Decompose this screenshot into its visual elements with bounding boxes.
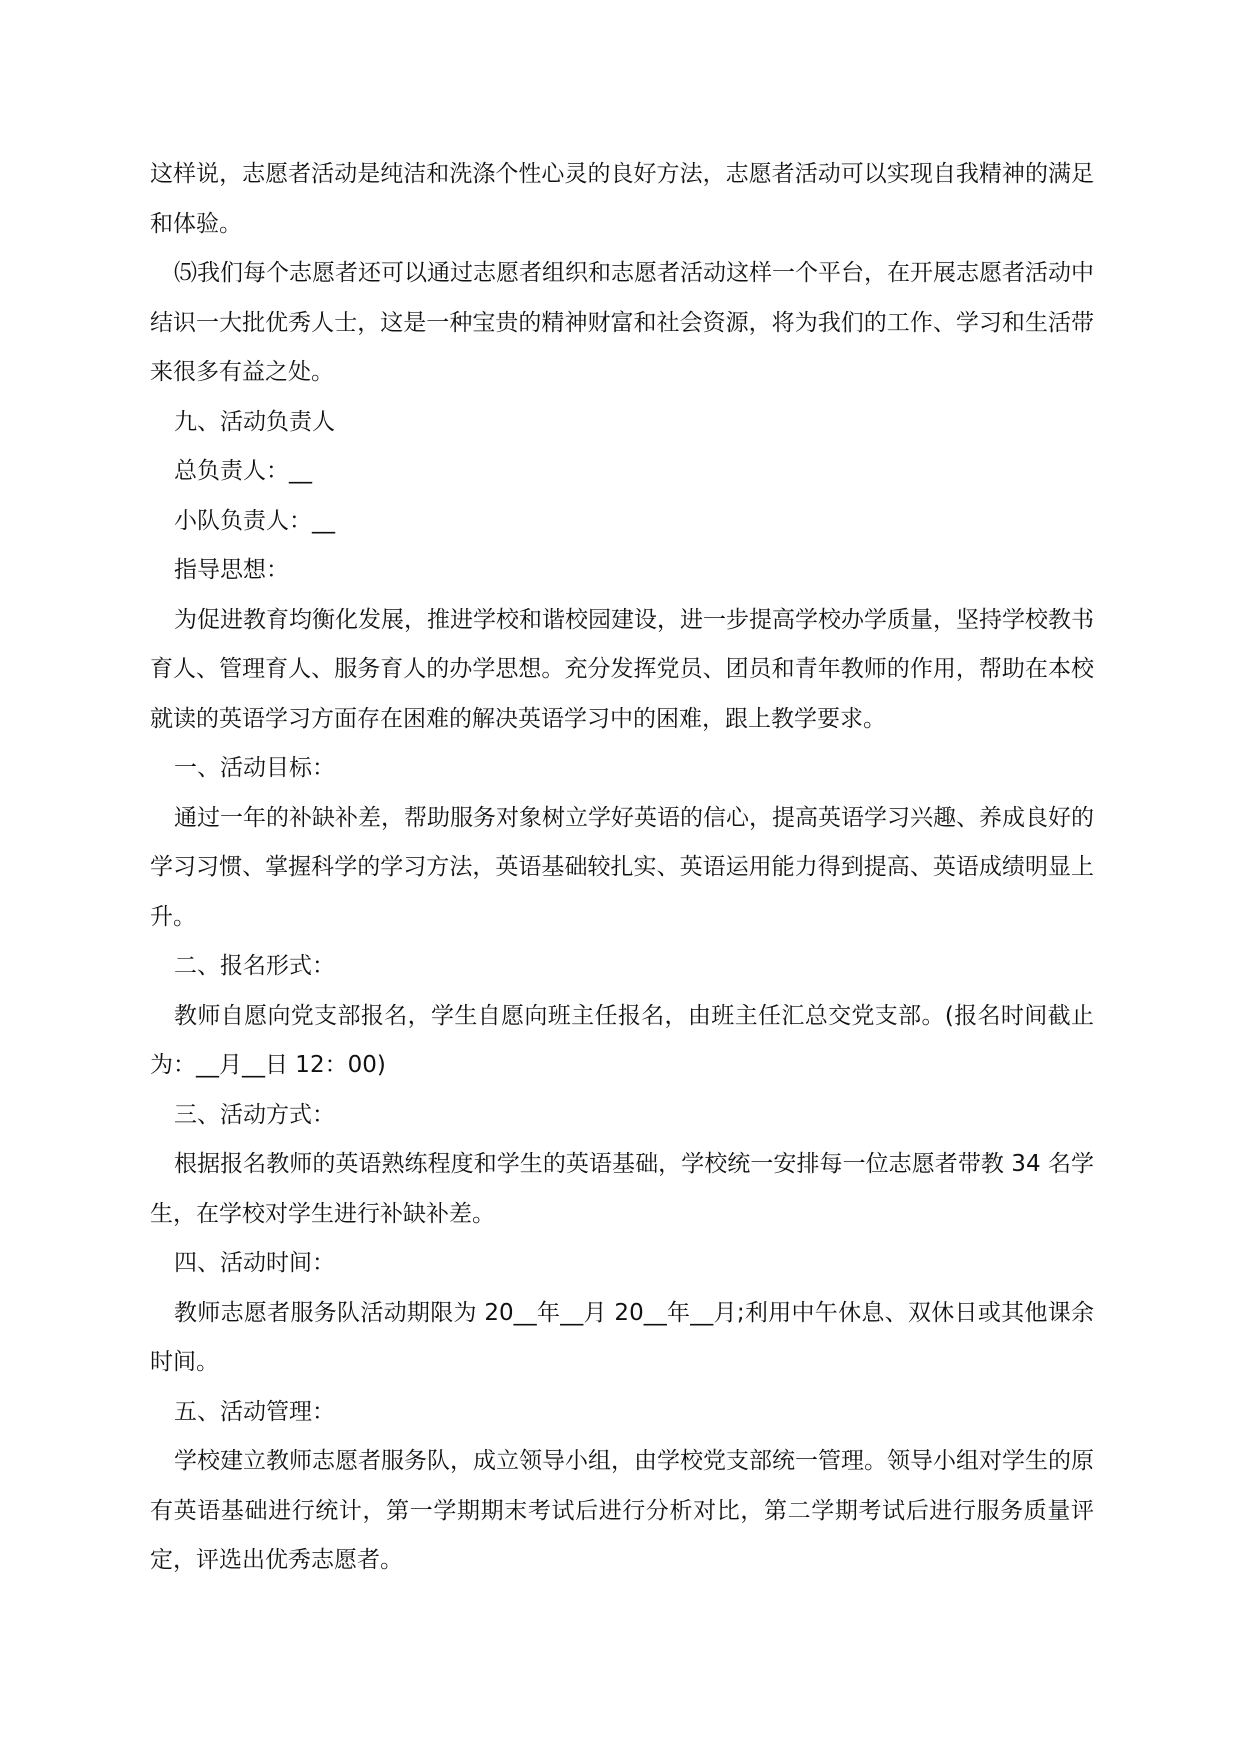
heading-activity-goals: 一、活动目标： [174, 755, 335, 781]
heading-guiding-ideology: 指导思想： [174, 557, 289, 583]
heading-activity-management: 五、活动管理： [174, 1398, 335, 1425]
heading-registration: 二、报名形式： [174, 953, 335, 979]
paragraph-point-5: ⑸我们每个志愿者还可以通过志愿者组织和志愿者活动这样一个平台，在开展志愿者活动中结识一大批优秀人士，这是一种宝贵的精神财富和社会资源，将为我们的工作、学习和生活带来很多有益之处。 [150, 260, 1094, 385]
field-team-leader: 小队负责人：__ [174, 507, 335, 534]
paragraph-activity-goals: 通过一年的补缺补差，帮助服务对象树立学好英语的信心，提高英语学习兴趣、养成良好的学习习惯、掌握科学的学习方法，英语基础较扎实、英语运用能力得到提高、英语成绩明显上升。 [150, 804, 1094, 930]
paragraph-activity-time: 教师志愿者服务队活动期限为 20__年__月 20__年__月;利用中午休息、双休日或其他课余时间。 [150, 1299, 1094, 1375]
paragraph-activity-method: 根据报名教师的英语熟练程度和学生的英语基础，学校统一安排每一位志愿者带教 34 名学生，在学校对学生进行补缺补差。 [150, 1151, 1094, 1227]
paragraph-guiding-ideology: 为促进教育均衡化发展，推进学校和谐校园建设，进一步提高学校办学质量，坚持学校教书育人、管理育人、服务育人的办学思想。充分发挥党员、团员和青年教师的作用，帮助在本校就读的英语学习方面存在困难的解决英语学习中的困难，跟上教学要求。 [150, 606, 1094, 732]
heading-activity-leader: 九、活动负责人 [174, 408, 335, 435]
heading-activity-method: 三、活动方式： [174, 1101, 335, 1128]
heading-activity-time: 四、活动时间： [174, 1250, 335, 1276]
paragraph-continuation: 这样说，志愿者活动是纯洁和洗涤个性心灵的良好方法，志愿者活动可以实现自我精神的满足和体验。 [150, 161, 1094, 237]
paragraph-registration: 教师自愿向党支部报名，学生自愿向班主任报名，由班主任汇总交党支部。(报名时间截止为：__月__日 12：00) [150, 1002, 1094, 1078]
document-page [150, 150, 1094, 1586]
paragraph-activity-management: 学校建立教师志愿者服务队，成立领导小组，由学校党支部统一管理。领导小组对学生的原有英语基础进行统计，第一学期期末考试后进行分析对比，第二学期考试后进行服务质量评定，评选出优秀志愿者。 [150, 1448, 1094, 1573]
field-general-leader: 总负责人：__ [174, 458, 312, 484]
